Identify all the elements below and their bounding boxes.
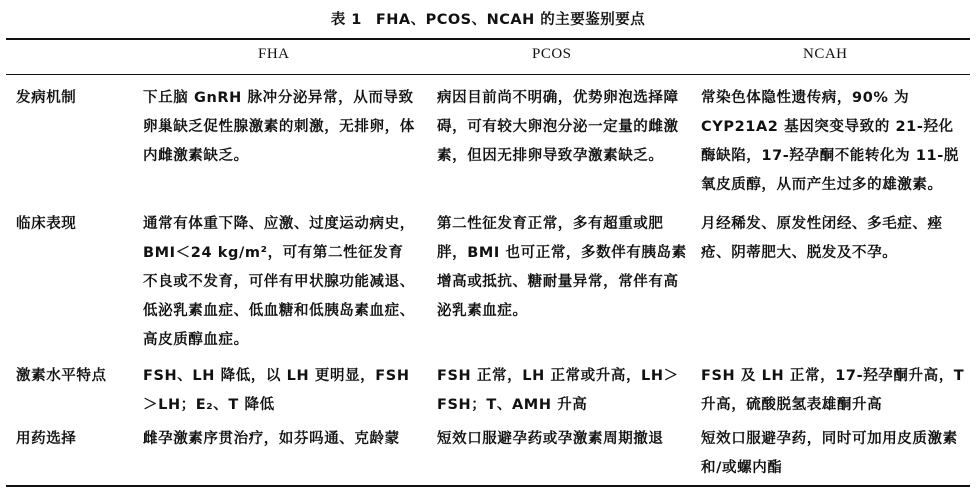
- cell-pathogenesis-pcos: 病因目前尚不明确，优势卵泡选择障碍，可有较大卵泡分泌一定量的雌激素，但因无排卵导致孕激素缺乏。: [437, 90, 679, 164]
- row-label-hormone: 激素水平特点: [16, 368, 107, 384]
- table-number: 表 1: [330, 12, 362, 28]
- table-header-rule: [6, 74, 970, 75]
- header-ncah: NCAH: [803, 46, 848, 62]
- cell-medication-pcos: 短效口服避孕药或孕激素周期撤退: [437, 431, 664, 447]
- table-title: FHA、PCOS、NCAH 的主要鉴别要点: [375, 12, 646, 28]
- cell-hormone-pcos: FSH 正常，LH 正常或升高，LH＞FSH；T、AMH 升高: [437, 368, 679, 413]
- table-caption: [0, 8, 976, 29]
- cell-clinical-fha: 通常有体重下降、应激、过度运动病史，BMI＜24 kg/m²，可有第二性征发育不良或不发育，可伴有甲状腺功能减退、低泌乳素血症、低血糖和低胰岛素血症、高皮质醇血症。: [143, 216, 415, 348]
- row-label-medication: 用药选择: [16, 431, 77, 447]
- cell-medication-ncah: 短效口服避孕药，同时可加用皮质激素和/或螺内酯: [701, 431, 958, 476]
- cell-pathogenesis-ncah: 常染色体隐性遗传病，90% 为 CYP21A2 基因突变导致的 21-羟化酶缺陷，17-羟孕酮不能转化为 11-脱氧皮质醇，从而产生过多的雄激素。: [701, 90, 959, 193]
- cell-hormone-fha: FSH、LH 降低，以 LH 更明显，FSH＞LH；E₂、T 降低: [143, 368, 410, 413]
- row-label-pathogenesis: 发病机制: [16, 90, 77, 106]
- header-fha: FHA: [258, 46, 290, 62]
- cell-hormone-ncah: FSH 及 LH 正常，17-羟孕酮升高，T 升高，硫酸脱氢表雄酮升高: [701, 368, 965, 413]
- row-label-clinical: 临床表现: [16, 216, 77, 232]
- cell-clinical-ncah: 月经稀发、原发性闭经、多毛症、痤疮、阴蒂肥大、脱发及不孕。: [701, 216, 943, 261]
- table-bottom-rule: [6, 485, 970, 487]
- cell-medication-fha: 雌孕激素序贯治疗，如芬吗通、克龄蒙: [143, 431, 400, 447]
- table-top-rule: [6, 38, 970, 40]
- cell-clinical-pcos: 第二性征发育正常，多有超重或肥胖，BMI 也可正常，多数伴有胰岛素增高或抵抗、糖耐量异常，常伴有高泌乳素血症。: [437, 216, 687, 319]
- header-pcos: PCOS: [532, 46, 572, 62]
- cell-pathogenesis-fha: 下丘脑 GnRH 脉冲分泌异常，从而导致卵巢缺乏促性腺激素的刺激，无排卵，体内雌激素缺乏。: [143, 90, 415, 164]
